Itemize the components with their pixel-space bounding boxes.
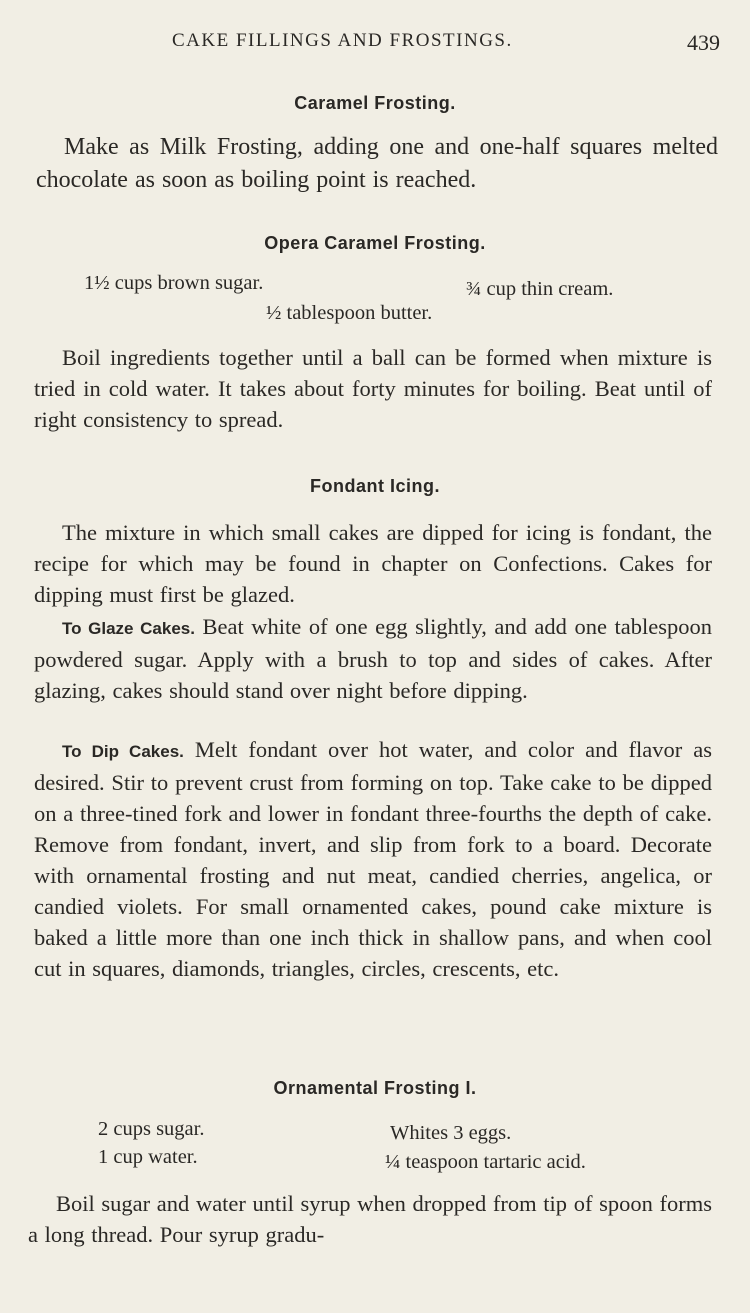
dip-cakes-label: To Dip Cakes. [62, 742, 184, 761]
fondant-icing-heading: Fondant Icing. [310, 476, 440, 496]
ingredient-tartaric-acid: ¼ teaspoon tartaric acid. [385, 1151, 586, 1173]
ingredient-sugar: 2 cups sugar. [98, 1118, 205, 1140]
fondant-icing-text: The mixture in which small cakes are dipped for icing is fondant, the recipe for which may be found in chapter on Confections. Cakes for dipping must first be glazed. [34, 520, 712, 607]
glaze-cakes-label: To Glaze Cakes. [62, 619, 195, 638]
ingredient-water: 1 cup water. [98, 1146, 198, 1168]
ornamental-frosting-text: Boil sugar and water until syrup when dropped from tip of spoon forms a long thread. Pour syrup gradu- [28, 1191, 712, 1247]
caramel-frosting-heading: Caramel Frosting. [294, 93, 456, 113]
ingredient-egg-whites: Whites 3 eggs. [390, 1122, 512, 1144]
glaze-cakes-paragraph [34, 611, 712, 706]
opera-caramel-text: Boil ingredients together until a ball can be formed when mixture is tried in cold water. It takes about forty minutes for boiling. Beat until of right consistency to spread. [34, 345, 712, 432]
page-number: 439 [687, 30, 720, 55]
running-title: CAKE FILLINGS AND FROSTINGS. [172, 30, 513, 51]
ingredient-brown-sugar: 1½ cups brown sugar. [84, 272, 264, 294]
dip-cakes-text: Melt fondant over hot water, and color and flavor as desired. Stir to prevent crust from forming on top. Take cake to be dipped on a three-tined fork and lower in fondant three-fourths the depth of cake. Remove from fondant, invert, and slip from fork to a board. Decorate with ornamental frosting and nut meat, candied cherries, angelica, or candied violets. For small ornamented cakes, pound cake mixture is baked a little more than one inch thick in shallow pans, and when cool cut in squares, diamonds, triangles, circles, crescents, etc. [34, 737, 712, 981]
running-head [172, 30, 720, 56]
ornamental-frosting-heading: Ornamental Frosting I. [273, 1078, 477, 1098]
glaze-cakes-text: Beat white of one egg slightly, and add one tablespoon powdered sugar. Apply with a brush to top and sides of cakes. After glazing, cakes should stand over night before dipping. [34, 614, 712, 703]
opera-caramel-heading: Opera Caramel Frosting. [264, 233, 486, 253]
ingredient-thin-cream: ¾ cup thin cream. [466, 278, 614, 300]
ingredient-butter: ½ tablespoon butter. [266, 302, 433, 324]
caramel-frosting-text: Make as Milk Frosting, adding one and one-half squares melted chocolate as soon as boiling point is reached. [36, 134, 718, 193]
dip-cakes-paragraph [34, 734, 712, 984]
